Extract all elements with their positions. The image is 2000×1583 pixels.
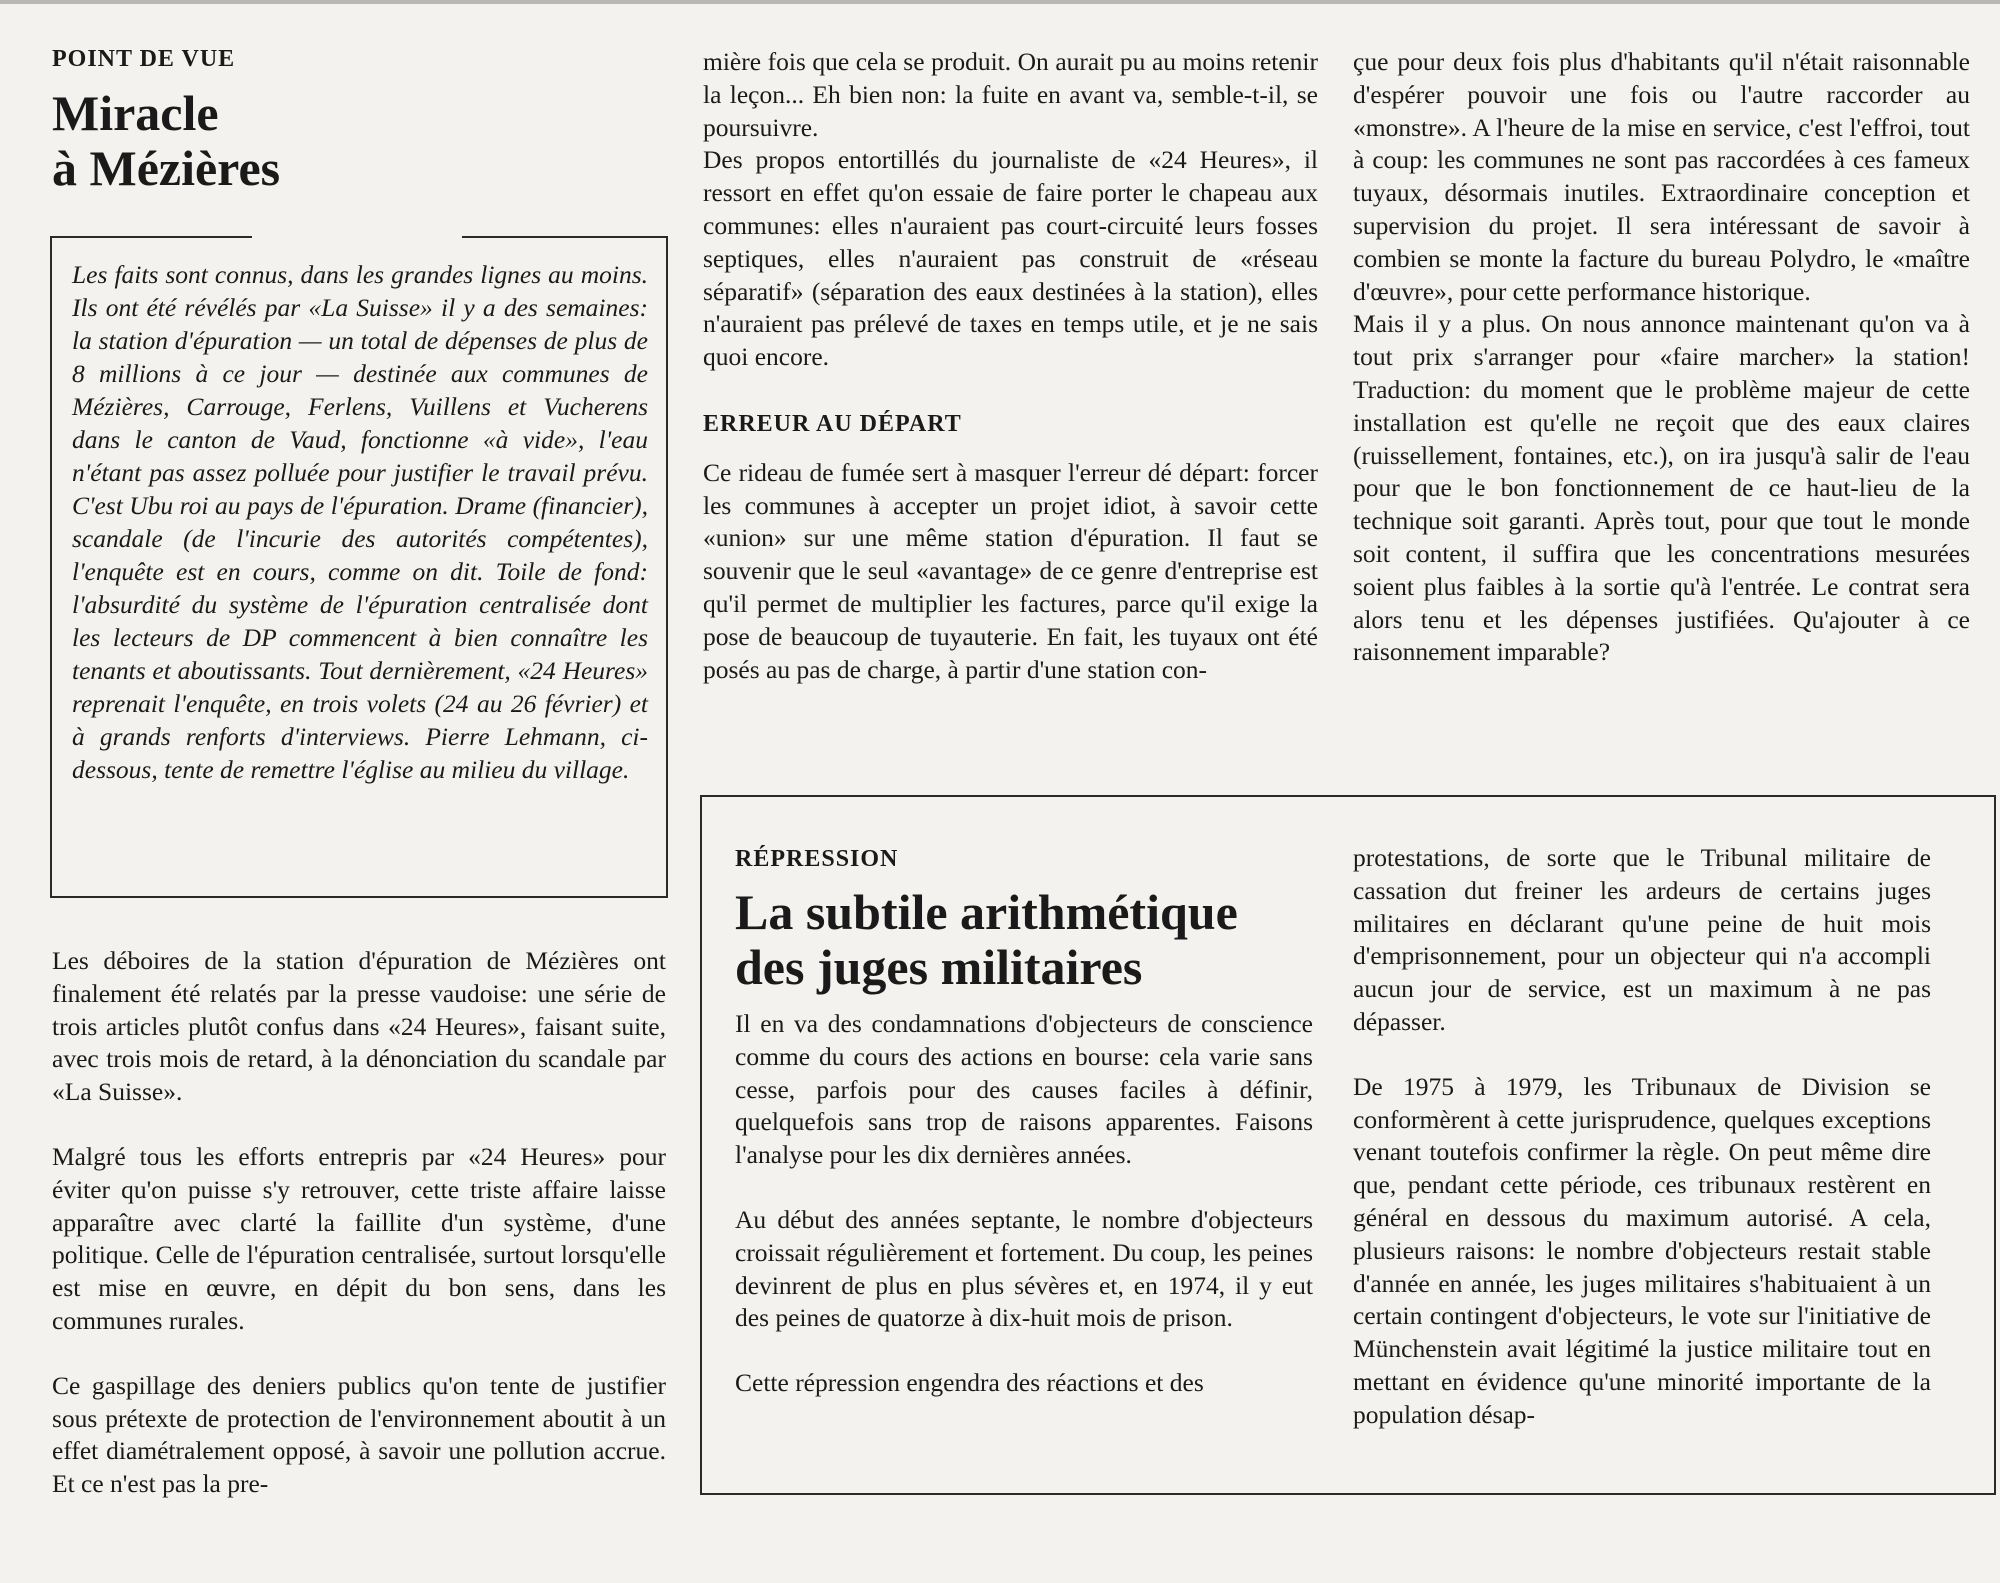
article-title-line: à Mézières <box>52 140 281 196</box>
repression-title-line: des juges militaires <box>735 939 1143 995</box>
article-title-line: Miracle <box>52 85 219 141</box>
section-subhead: ERREUR AU DÉPART <box>703 410 962 437</box>
paragraph: Ce rideau de fumée sert à masquer l'erreur dé départ: forcer les communes à accepter un projet idiot, à savoir cette «union» sur une même station d'épuration. Il faut se souvenir que le seul «avantage» de ce genre d'entreprise est qu'il permet de multiplier les factures, parce qu'il exige la pose de beaucoup de tuyauterie. En fait, les tuyaux ont été posés au pas de charge, à partir d'une station con- <box>703 457 1318 684</box>
intro-text: Les faits sont connus, dans les grandes lignes au moins. Ils ont été révélés par «La Suisse» il y a des semaines: la station d'épuration — un total de dépenses de plus de 8 millions à ce jour — destinée aux communes de Mézières, Carrouge, Ferlens, Vuillens et Vucherens dans le canton de Vaud, fonctionne «à vide», l'eau n'étant pas assez polluée pour justifier le travail prévu. C'est Ubu roi au pays de l'épuration. Drame (financier), scandale (de l'incurie des autorités compétentes), l'enquête est en cours, comme on dit. Toile de fond: l'absurdité du système de l'épuration centralisée dont les lecteurs de DP commencent à bien connaître les tenants et aboutissants. Tout dernièrement, «24 Heures» reprenait l'enquête, en trois volets (24 au 26 février) et à grands renforts d'interviews. Pierre Lehmann, ci-dessous, tente de remettre l'église au milieu du village. <box>72 260 648 784</box>
paragraph: Des propos entortillés du journaliste de «24 Heures», il ressort en effet qu'on essaie de faire porter le chapeau aux communes: elles n'auraient pas court-circuité leurs fosses septiques, elles n'auraient pas construit de «réseau séparatif» (séparation des eaux destinées à la station), elles n'auraient pas prélevé de taxes en temps utile, et je ne sais quoi encore. <box>703 145 1318 372</box>
paragraph: protestations, de sorte que le Tribunal militaire de cassation dut freiner les ardeurs de certains juges militaires en déclarant qu'une peine de huit mois d'emprisonnement, pour un objecteur qui n'a accompli aucun jour de service, est un maximum à ne pas dépasser. <box>1353 843 1931 1036</box>
box-gap <box>252 234 462 242</box>
article-title <box>52 86 612 196</box>
column-1 <box>52 945 666 1533</box>
column-3 <box>1353 46 1970 669</box>
paragraph: mière fois que cela se produit. On aurait pu au moins retenir la leçon... Eh bien non: la fuite en avant va, semble-t-il, se poursuivre. <box>703 47 1318 142</box>
intro-box <box>50 236 668 898</box>
column-2 <box>703 46 1318 686</box>
paragraph: Ce gaspillage des deniers publics qu'on tente de justifier sous prétexte de protection de l'environnement aboutit à un effet diamétralement opposé, à savoir une pollution accrue. Et ce n'est pas la pre- <box>52 1370 666 1499</box>
paragraph: Il en va des condamnations d'objecteurs de conscience comme du cours des actions en bourse: cela varie sans cesse, parfois pour des causes faciles à définir, quelquefois sans trop de raisons apparentes. Faisons l'analyse pour les dix dernières années. <box>735 1009 1313 1170</box>
column-4 <box>735 1008 1313 1432</box>
paragraph: Malgré tous les efforts entrepris par «24 Heures» pour éviter qu'on puisse s'y retrouver, cette triste affaire laisse apparaître avec clarté la faillite d'un système, d'une politique. Celle de l'épuration centralisée, surtout lorsqu'elle est mise en œuvre, en dépit du bon sens, dans les communes rurales. <box>52 1141 666 1335</box>
paragraph: Les déboires de la station d'épuration de Mézières ont finalement été relatés par la presse vaudoise: une série de trois articles plutôt confus dans «24 Heures», faisant suite, avec trois mois de retard, à la dénonciation du scandale par «La Suisse». <box>52 946 666 1107</box>
paragraph: Cette répression engendra des réactions et des <box>735 1368 1204 1398</box>
repression-title <box>735 885 1335 995</box>
paragraph: Au début des années septante, le nombre d'objecteurs croissait régulièrement et fortement. Du coup, les peines devinrent de plus en plus sévères et, en 1974, il y eut des peines de quatorze à dix-huit mois de prison. <box>735 1204 1313 1333</box>
repression-title-line: La subtile arithmétique <box>735 884 1238 940</box>
column-5 <box>1353 842 1931 1464</box>
paragraph: Mais il y a plus. On nous annonce maintenant qu'on va à tout prix s'arranger pour «faire marcher» la station! Traduction: du moment que le problème majeur de cette installation est qu'elle ne reçoit que des eaux claires (ruissellement, fontaines, etc.), on ira jusqu'à salir de l'eau pour que le bon fonctionnement de ce haut-lieu de la technique soit garanti. Après tout, pour que tout le monde soit content, il suffira que les concentrations mesurées soient plus faibles à la sortie qu'à l'entrée. Le contrat sera alors tenu et les dépenses justifiées. Qu'ajouter à ce raisonnement imparable? <box>1353 309 1970 667</box>
article-kicker: POINT DE VUE <box>52 46 236 72</box>
top-rule <box>0 0 2000 4</box>
paragraph: De 1975 à 1979, les Tribunaux de Division se conformèrent à cette jurisprudence, quelques exceptions venant toutefois confirmer la règle. On peut même dire que, pendant cette période, ces tribunaux restèrent en général en dessous du maximum autorisé. A cela, plusieurs raisons: le nombre d'objecteurs restait stable d'année en année, les juges militaires s'habituaient à un certain contingent d'objecteurs, le vote sur l'initiative de Münchenstein avait légitimé la justice militaire tout en mettant en évidence qu'une minorité importante de la population désap- <box>1353 1071 1931 1429</box>
paragraph: çue pour deux fois plus d'habitants qu'il n'était raisonnable d'espérer pouvoir une fois ou l'autre raccorder au «monstre». A l'heure de la mise en service, c'est l'effroi, tout à coup: les communes ne sont pas raccordées à ces fameux tuyaux, désormais inutiles. Extraordinaire conception et supervision du projet. Il sera intéressant de savoir à combien se monte la facture du bureau Polydro, le «maître d'œuvre», pour cette performance historique. <box>1353 47 1970 306</box>
repression-kicker: RÉPRESSION <box>735 846 899 872</box>
